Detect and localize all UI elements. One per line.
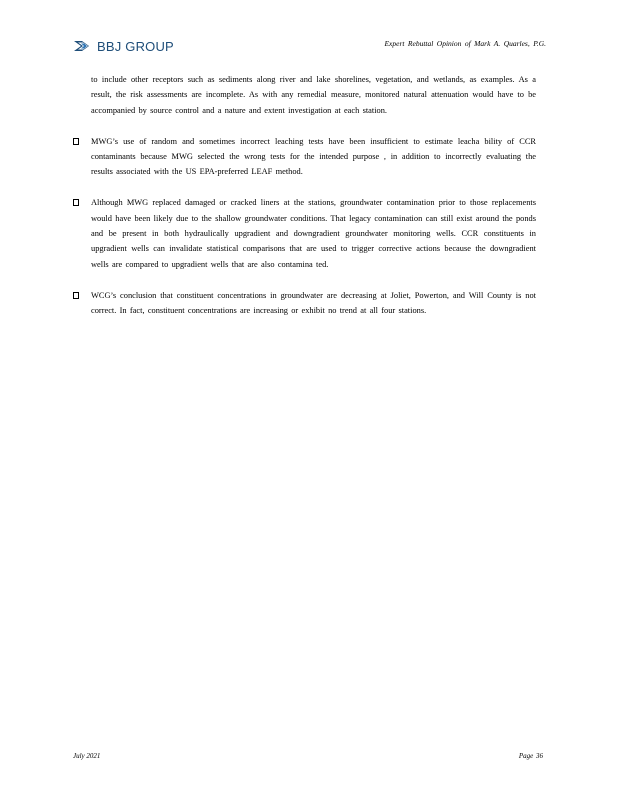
logo-text: BBJ GROUP	[97, 38, 174, 54]
bullet-item-leaching-tests	[91, 134, 536, 180]
bullet-box-icon	[73, 292, 79, 299]
page-header	[72, 36, 546, 56]
footer-date: July 2021	[73, 752, 101, 760]
header-document-title: Expert Rebuttal Opinion of Mark A. Quarles, P.G.	[384, 39, 546, 48]
footer-page-number: Page 36	[518, 752, 543, 760]
company-logo	[72, 36, 174, 56]
bullet-box-icon	[73, 138, 79, 145]
bullet-text: MWG’s use of random and sometimes incorrect leaching tests have been insufficient to estimate leacha bility of CCR contaminants because MWG selected the wrong tests for the intended purpose , in addition to incorrectly evaluating the results associated with the US EPA-preferred LEAF method.	[91, 136, 536, 177]
bullet-item-liners	[91, 195, 536, 272]
bullet-box-icon	[73, 199, 79, 206]
bbj-logo-icon	[72, 38, 94, 54]
page-body	[91, 72, 536, 318]
continuation-paragraph: to include other receptors such as sediments along river and lake shorelines, vegetation, and wetlands, as examples. As a result, the risk assessments are incomplete. As with any remedial measure, monitored natural attenuation would have to be accompanied by source control and a nature and extent investigation at each station.	[91, 75, 536, 115]
bullet-text: WCG’s conclusion that constituent concentrations in groundwater are decreasing at Joliet, Powerton, and Will County is not correct. In fact, constituent concentrations are increasing or exhibit no trend at all four stations.	[91, 290, 536, 316]
bullet-item-concentrations	[91, 288, 536, 319]
bullet-text: Although MWG replaced damaged or cracked liners at the stations, groundwater contamination prior to those replacements would have been likely due to the shallow groundwater conditions. That legacy contamination can still exist around the ponds and be present in both hydraulically upgradient and downgradient groundwater monitoring wells. CCR constituents in upgradient wells can invalidate statistical comparisons that are used to trigger corrective actions because the downgradient wells are compared to upgradient wells that are also contamina ted.	[91, 198, 536, 269]
